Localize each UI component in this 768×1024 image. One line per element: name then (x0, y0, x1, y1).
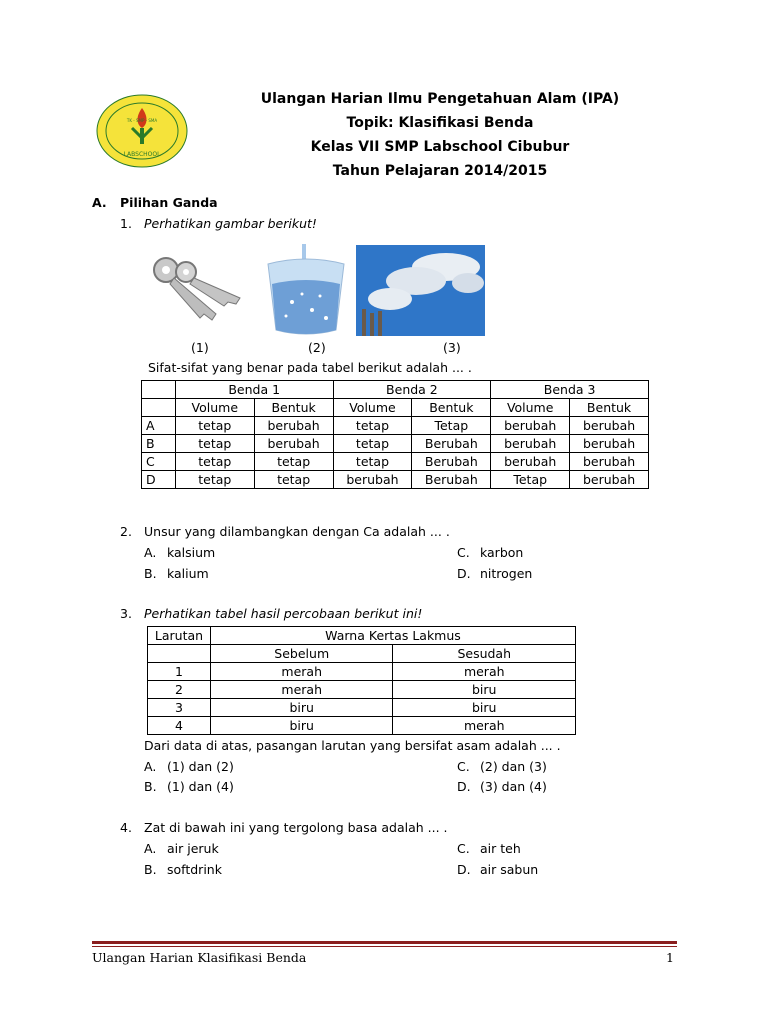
row-label: C (142, 453, 176, 471)
q1-stem: Sifat-sifat yang benar pada tabel berikut adalah ... . (148, 360, 472, 375)
table-cell: tetap (175, 471, 254, 489)
table-cell: tetap (333, 453, 412, 471)
table-cell: berubah (254, 417, 333, 435)
header-line-3: Kelas VII SMP Labschool Cibubur (310, 139, 570, 155)
option-text: (3) dan (4) (480, 779, 547, 794)
table-row (148, 681, 576, 699)
school-logo (96, 94, 188, 168)
table-cell: tetap (333, 435, 412, 453)
table-subheader: Bentuk (254, 399, 333, 417)
q3-option-d (457, 779, 547, 794)
table-cell: tetap (175, 417, 254, 435)
option-text: (1) dan (2) (167, 759, 234, 774)
option-text: (1) dan (4) (167, 779, 234, 794)
option-text: kalsium (167, 545, 216, 560)
option-letter: C. (457, 841, 470, 856)
table-subheader: Bentuk (570, 399, 649, 417)
q1-prompt: Perhatikan gambar berikut! (144, 216, 317, 231)
table-subheader: Sesudah (393, 645, 576, 663)
table-cell: tetap (333, 417, 412, 435)
image-caption-2: (2) (308, 340, 326, 355)
table-cell: biru (210, 717, 393, 735)
option-text: air sabun (480, 862, 539, 877)
table-group-header: Benda 3 (491, 381, 649, 399)
q3-option-b (144, 779, 234, 794)
table-subheader: Volume (333, 399, 412, 417)
q2-option-a (144, 545, 215, 560)
q3-option-a (144, 759, 234, 774)
row-label: A (142, 417, 176, 435)
table-cell: berubah (491, 453, 570, 471)
option-letter: D. (457, 566, 471, 581)
q2-option-c (457, 545, 523, 560)
q4-number: 4. (120, 820, 132, 835)
option-letter: B. (144, 862, 157, 877)
table-cell: berubah (570, 453, 649, 471)
section-title: Pilihan Ganda (120, 195, 218, 210)
option-letter: B. (144, 566, 157, 581)
water-glass-image (262, 244, 350, 336)
table-cell: Berubah (412, 453, 491, 471)
row-label: D (142, 471, 176, 489)
table-row (148, 699, 576, 717)
table-cell: berubah (570, 417, 649, 435)
footer-rule-thick (92, 941, 677, 944)
q4-option-d (457, 862, 538, 877)
row-label: 3 (148, 699, 211, 717)
image-caption-3: (3) (443, 340, 461, 355)
option-letter: B. (144, 779, 157, 794)
table-cell: merah (210, 681, 393, 699)
q2-stem: Unsur yang dilambangkan dengan Ca adalah ... . (144, 524, 450, 539)
option-text: softdrink (167, 862, 222, 877)
q3-prompt: Perhatikan tabel hasil percobaan berikut ini! (144, 606, 423, 621)
table-row (142, 417, 649, 435)
table-cell: merah (393, 663, 576, 681)
table-row (148, 663, 576, 681)
table-cell: tetap (254, 453, 333, 471)
table-cell: berubah (333, 471, 412, 489)
page-number: 1 (666, 950, 674, 965)
option-letter: D. (457, 779, 471, 794)
table-cell: Tetap (491, 471, 570, 489)
logo-text: LABSCHOOL (123, 151, 161, 158)
table-col-header: Larutan (148, 627, 211, 645)
table-row (142, 471, 649, 489)
keys-image (144, 250, 244, 330)
option-letter: C. (457, 759, 470, 774)
row-label: 1 (148, 663, 211, 681)
table-cell: biru (393, 681, 576, 699)
option-letter: D. (457, 862, 471, 877)
table-row (148, 717, 576, 735)
header-line-4: Tahun Pelajaran 2014/2015 (332, 163, 548, 179)
header-line-1: Ulangan Harian Ilmu Pengetahuan Alam (IPA) (260, 91, 620, 107)
table-row (142, 435, 649, 453)
table-group-header: Benda 1 (175, 381, 333, 399)
option-letter: A. (144, 841, 157, 856)
q4-stem: Zat di bawah ini yang tergolong basa adalah ... . (144, 820, 448, 835)
table-cell: merah (210, 663, 393, 681)
table-cell: Berubah (412, 471, 491, 489)
table-cell: biru (210, 699, 393, 717)
option-letter: C. (457, 545, 470, 560)
q2-option-b (144, 566, 209, 581)
table-cell: tetap (254, 471, 333, 489)
q1-table (141, 380, 649, 489)
q2-option-d (457, 566, 532, 581)
table-cell: Tetap (412, 417, 491, 435)
option-text: kalium (167, 566, 209, 581)
q2-number: 2. (120, 524, 132, 539)
table-subheader: Sebelum (210, 645, 393, 663)
table-cell: Berubah (412, 435, 491, 453)
footer-rule-thin (92, 946, 677, 947)
table-cell: berubah (570, 435, 649, 453)
table-cell: tetap (175, 435, 254, 453)
header-line-2: Topik: Klasifikasi Benda (346, 115, 534, 131)
option-letter: A. (144, 759, 157, 774)
table-row (142, 453, 649, 471)
q4-option-a (144, 841, 219, 856)
q4-option-c (457, 841, 521, 856)
table-corner (142, 399, 176, 417)
option-text: air teh (480, 841, 521, 856)
q3-table (147, 626, 576, 735)
table-cell: berubah (491, 435, 570, 453)
q3-stem: Dari data di atas, pasangan larutan yang bersifat asam adalah ... . (144, 738, 561, 753)
footer-title: Ulangan Harian Klasifikasi Benda (92, 950, 307, 965)
q3-option-c (457, 759, 547, 774)
table-cell: merah (393, 717, 576, 735)
option-text: nitrogen (480, 566, 533, 581)
table-subheader: Volume (491, 399, 570, 417)
table-group-header: Benda 2 (333, 381, 491, 399)
option-text: (2) dan (3) (480, 759, 547, 774)
table-subheader: Bentuk (412, 399, 491, 417)
row-label: 2 (148, 681, 211, 699)
document-header (240, 87, 640, 183)
table-subheader: Volume (175, 399, 254, 417)
table-cell: berubah (570, 471, 649, 489)
option-text: air jeruk (167, 841, 219, 856)
option-text: karbon (480, 545, 524, 560)
table-cell: tetap (175, 453, 254, 471)
section-letter: A. (92, 195, 107, 210)
table-corner (148, 645, 211, 663)
table-cell: berubah (254, 435, 333, 453)
logo-subtext: TK - SMP - SMA (126, 118, 158, 123)
q1-number: 1. (120, 216, 132, 231)
q3-number: 3. (120, 606, 132, 621)
smoke-image (356, 245, 485, 336)
q4-option-b (144, 862, 222, 877)
table-cell: berubah (491, 417, 570, 435)
row-label: 4 (148, 717, 211, 735)
option-letter: A. (144, 545, 157, 560)
table-corner (142, 381, 176, 399)
image-caption-1: (1) (191, 340, 209, 355)
table-cell: biru (393, 699, 576, 717)
row-label: B (142, 435, 176, 453)
table-group-header: Warna Kertas Lakmus (210, 627, 575, 645)
